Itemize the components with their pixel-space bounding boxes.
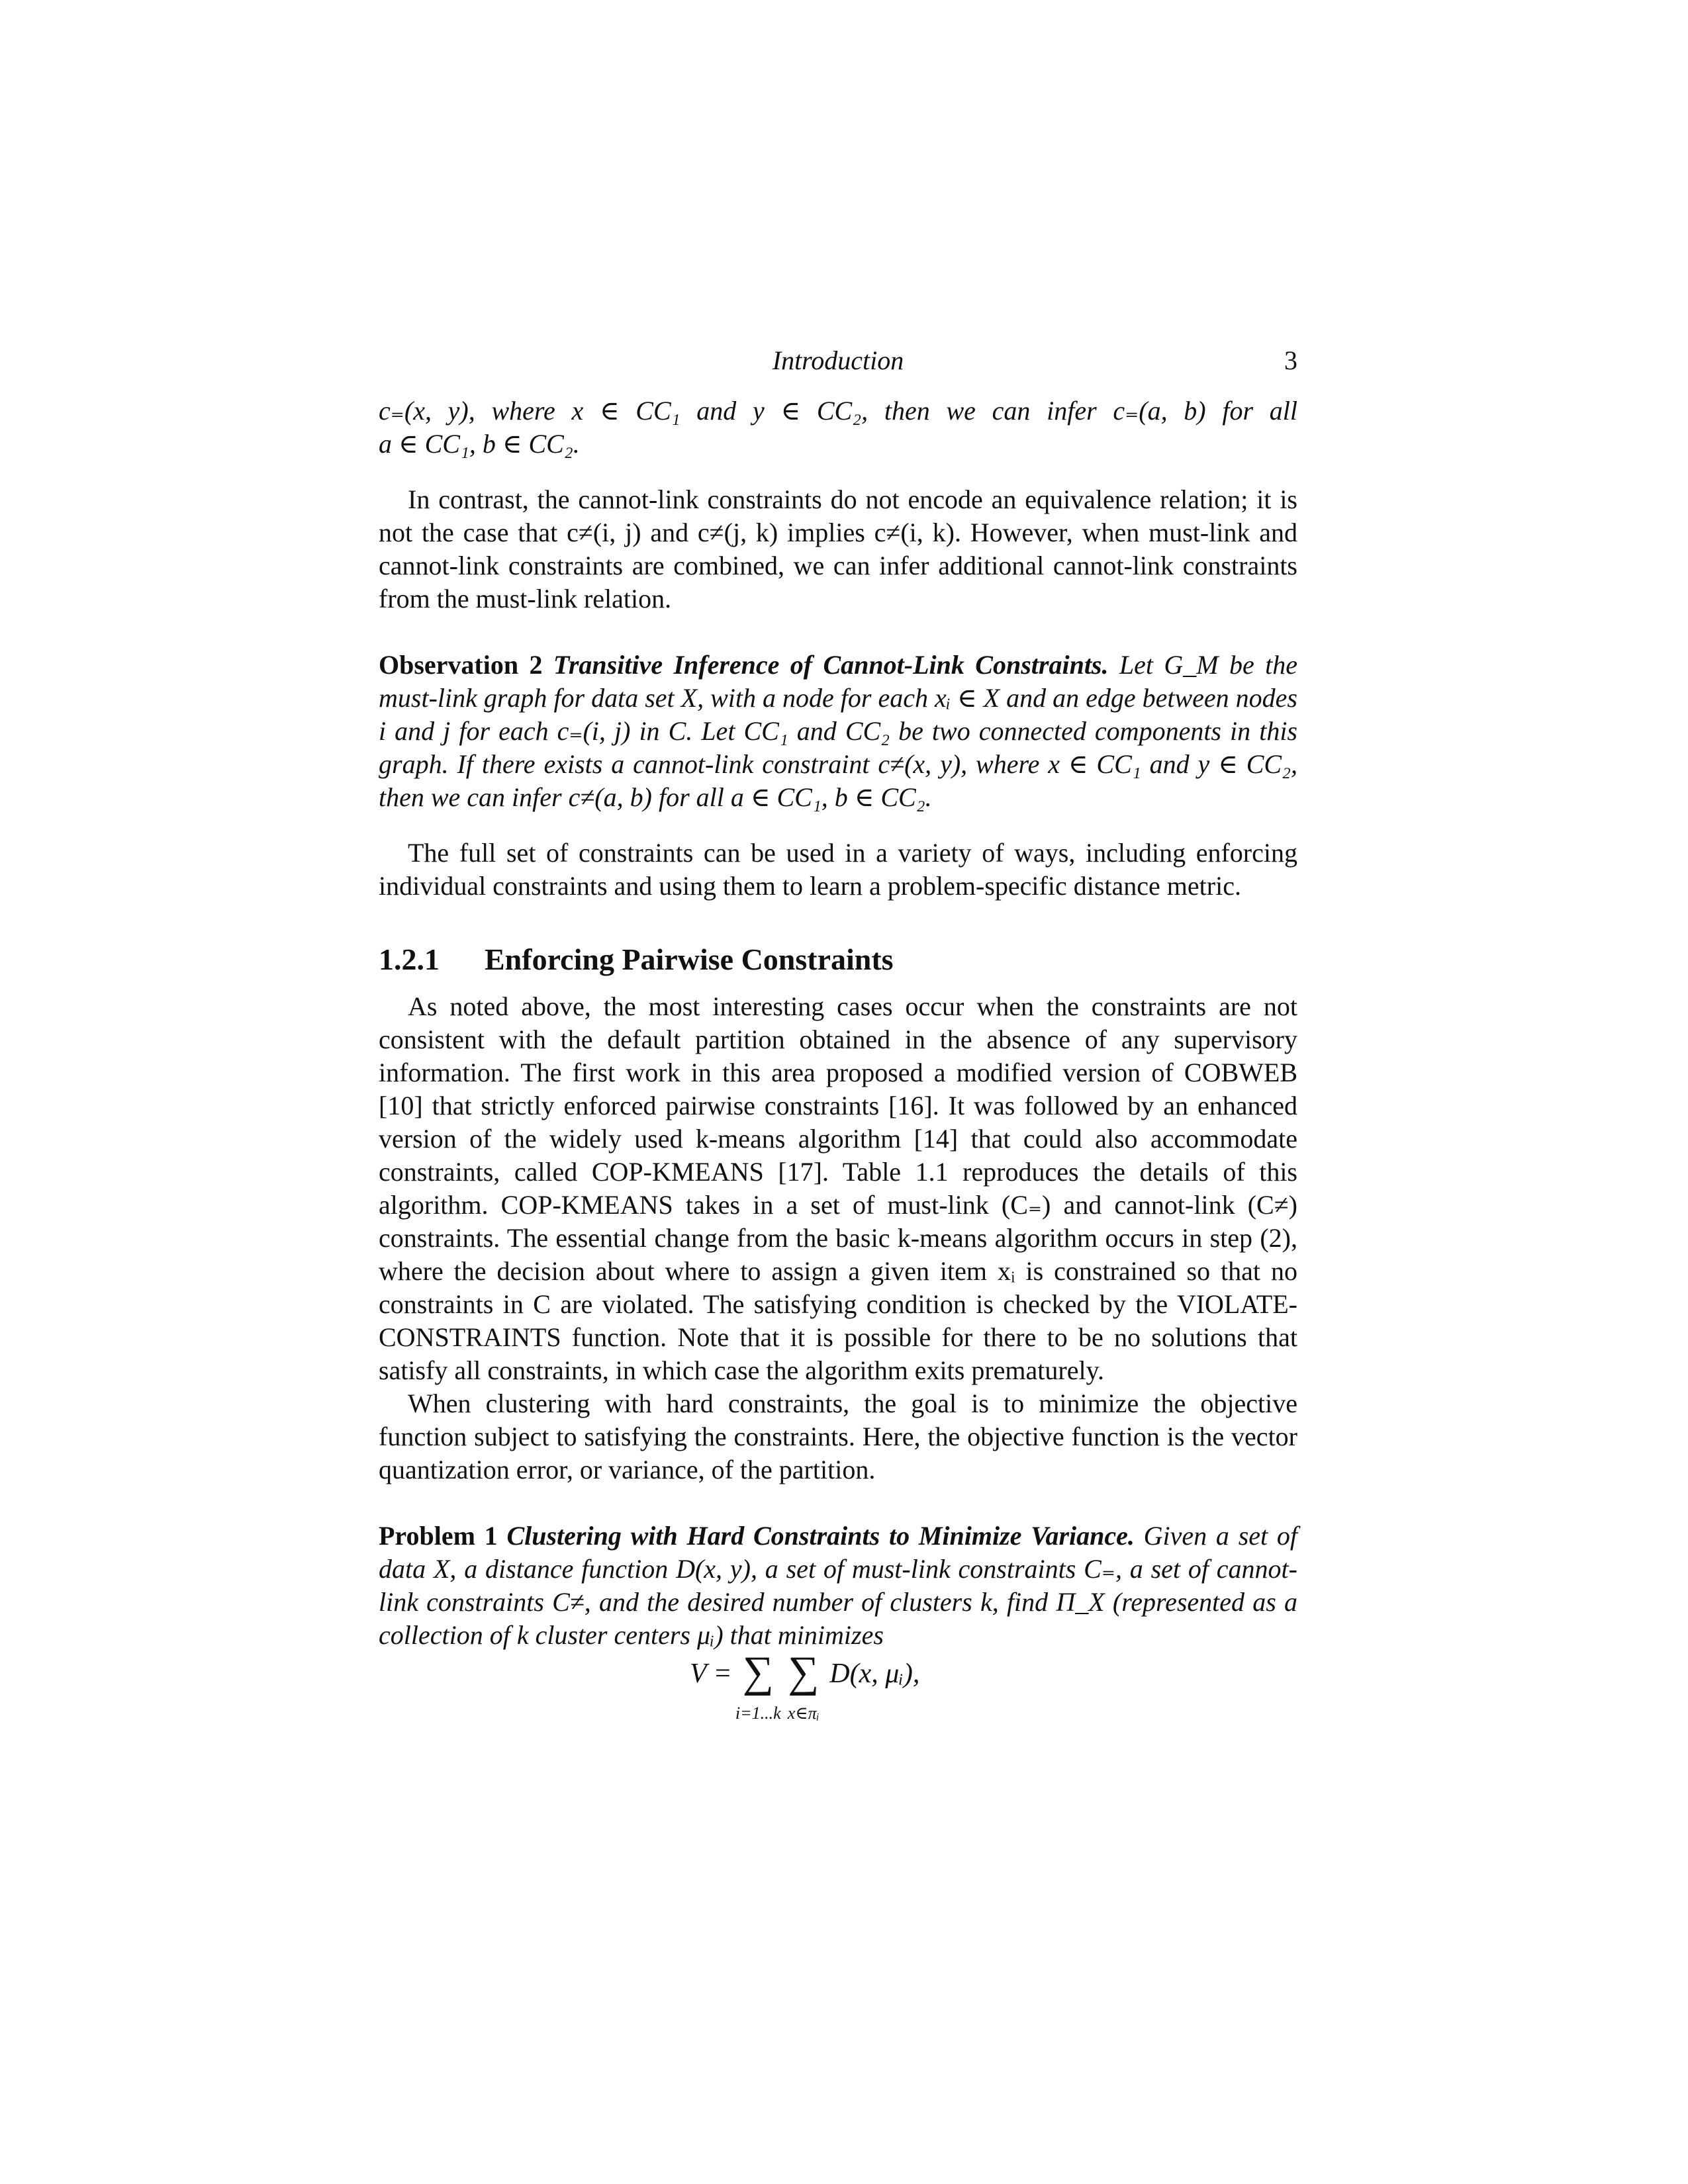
observation-2-label: Observation 2 [379, 650, 543, 680]
running-head-title: Introduction [772, 345, 904, 375]
observation-1-line-2: a ∈ CC₁, b ∈ CC₂. [379, 429, 580, 459]
summation-limit-inner: x∈πᵢ [787, 1704, 820, 1723]
equation-lhs: V = [690, 1659, 732, 1689]
section-number: 1.2.1 [379, 942, 440, 976]
paragraph-as-noted: As noted above, the most interesting cases occur when the constraints are not consistent with the default partition obtained in the absence of any supervisory information. The first work in this area proposed a modified version of COBWEB [10] that strictly enforced pairwise constraints [16]. It was followed by an enhanced version of the widely used k-means algorithm [14] that could also accommodate constraints, called COP-KMEANS [17]. Table 1.1 reproduces the details of this algorithm. COP-KMEANS takes in a set of must-link (C₌) and cannot-link (C≠) constraints. The essential change from the basic k-means algorithm occurs in step (2), where the decision about where to assign a given item xᵢ is constrained so that no constraints in C are violated. The satisfying condition is checked by the VIOLATE-CONSTRAINTS function. Note that it is possible for there to be no solutions that satisfy all constraints, in which case the algorithm exits prematurely. [379, 991, 1297, 1385]
paragraph-full-set: The full set of constraints can be used in a variety of ways, including enforcing individual constraints and using them to learn a problem-specific distance metric. [379, 838, 1297, 901]
summation-symbol-inner: ∑ x∈πᵢ [784, 1656, 823, 1689]
observation-2 [379, 649, 1297, 814]
observation-2-title: Transitive Inference of Cannot-Link Constraints. [553, 650, 1109, 680]
summation-limit-outer: i=1...k [735, 1704, 781, 1723]
observation-2-body: Let G_M be the must-link graph for data set X, with a node for each xᵢ ∈ X and an edge between nodes i and j for each c₌(i, j) in C. Let CC₁ and CC₂ be two connected components in this graph. If there exists a cannot-link constraint c≠(x, y), where x ∈ CC₁ and y ∈ CC₂, then we can infer c≠(a, b) for all a ∈ CC₁, b ∈ CC₂. [379, 650, 1297, 812]
observation-1-line-1: c₌(x, y), where x ∈ CC₁ and y ∈ CC₂, then we can infer c₌(a, b) for all [379, 396, 1297, 426]
paragraph-hard-constraints: When clustering with hard constraints, the goal is to minimize the objective function subject to satisfying the constraints. Here, the objective function is the vector quantization error, or variance, of the partition. [379, 1388, 1297, 1484]
equation-term: D(x, μᵢ), [829, 1659, 920, 1689]
section-title: Enforcing Pairwise Constraints [485, 942, 894, 976]
problem-1-title: Clustering with Hard Constraints to Minimize Variance. [506, 1521, 1135, 1551]
summation-symbol-outer: ∑ i=1...k [739, 1656, 777, 1689]
page-number: 3 [1284, 345, 1297, 375]
variance-equation [379, 1648, 1297, 1729]
observation-1-line-2-wrap [379, 428, 1297, 461]
page [379, 344, 1297, 1729]
problem-1-label: Problem 1 [379, 1521, 498, 1551]
observation-1-continuation [379, 394, 1297, 428]
running-head [379, 344, 1297, 377]
equation-content [690, 1648, 920, 1723]
problem-1-body: Given a set of data X, a distance function D(x, y), a set of must-link constraints C₌, a set of cannot-link constraints C≠, and the desired number of clusters k, find Π_X (represented as a collection of k cluster centers μᵢ) that minimizes [379, 1521, 1298, 1650]
problem-1 [379, 1520, 1297, 1652]
section-heading [379, 941, 1297, 978]
paragraph-contrast: In contrast, the cannot-link constraints do not encode an equivalence relation; it is not the case that c≠(i, j) and c≠(j, k) implies c≠(i, k). However, when must-link and cannot-link constraints are combined, we can infer additional cannot-link constraints from the must-link relation. [379, 484, 1297, 614]
